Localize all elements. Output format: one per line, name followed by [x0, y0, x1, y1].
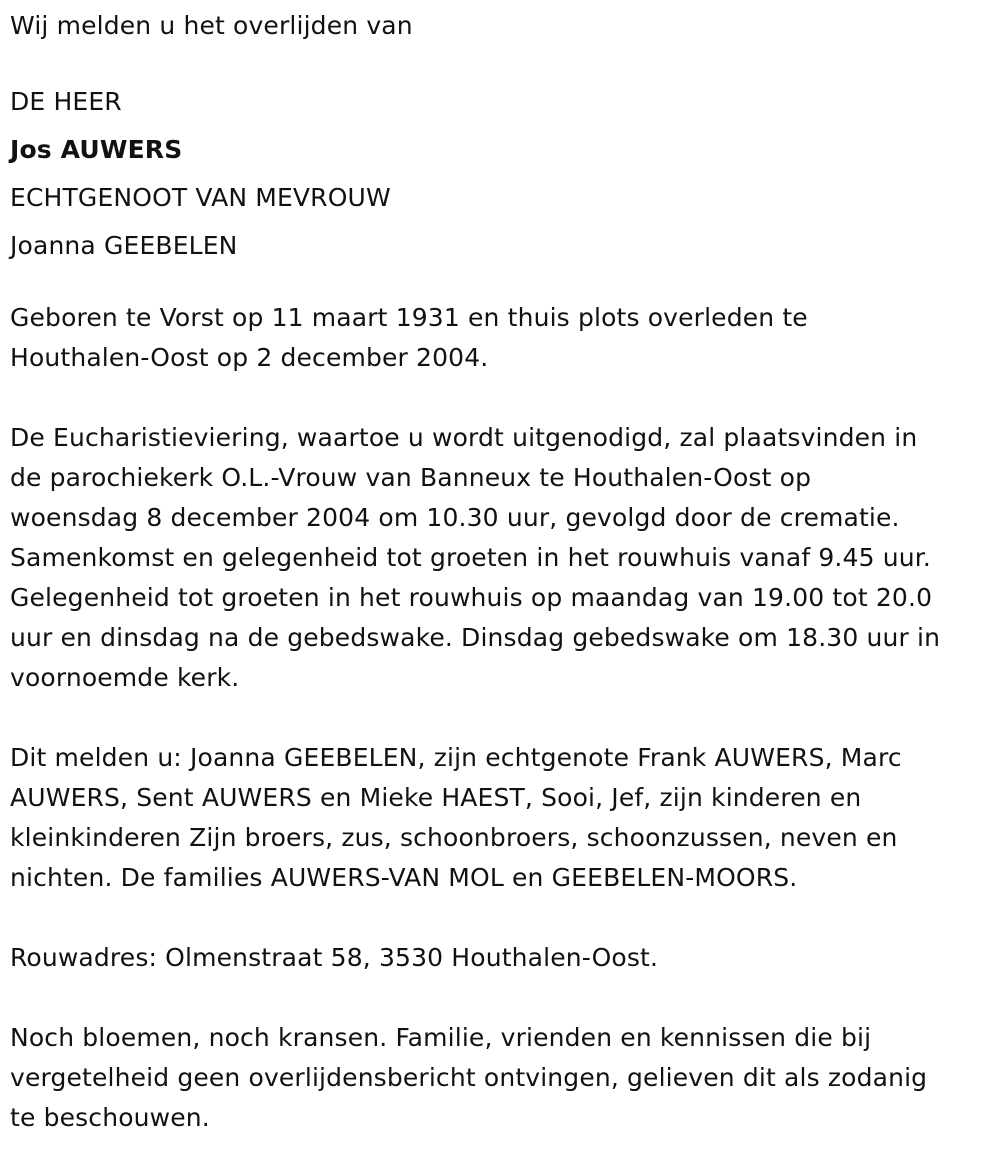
mourning-address: Rouwadres: Olmenstraat 58, 3530 Houthalen-Oost. [10, 943, 659, 972]
paragraph-line: Geboren te Vorst op 11 maart 1931 en thuis plots overleden te [10, 303, 808, 332]
paragraph-line: Houthalen-Oost op 2 december 2004. [10, 343, 489, 372]
address-paragraph [10, 938, 995, 978]
paragraph-line: nichten. De families AUWERS-VAN MOL en GEEBELEN-MOORS. [10, 863, 798, 892]
paragraph-line: kleinkinderen Zijn broers, zus, schoonbroers, schoonzussen, neven en [10, 823, 898, 852]
paragraph-line: voornoemde kerk. [10, 663, 240, 692]
paragraph-line: vergetelheid geen overlijdensbericht ontvingen, gelieven dit als zodanig [10, 1063, 928, 1092]
spouse-prefix: ECHTGENOOT VAN MEVROUW [10, 183, 391, 212]
spacer [10, 978, 995, 1018]
paragraph-line: Noch bloemen, noch kransen. Familie, vrienden en kennissen die bij [10, 1023, 872, 1052]
deceased-name: Jos AUWERS [10, 135, 183, 164]
death-notice [10, 6, 995, 1138]
family-paragraph [10, 738, 995, 898]
paragraph-line: De Eucharistieviering, waartoe u wordt uitgenodigd, zal plaatsvinden in [10, 423, 918, 452]
deceased-block [10, 78, 995, 270]
paragraph-line: Samenkomst en gelegenheid tot groeten in het rouwhuis vanaf 9.45 uur. [10, 543, 931, 572]
paragraph-line: uur en dinsdag na de gebedswake. Dinsdag gebedswake om 18.30 uur in [10, 623, 941, 652]
intro-line: Wij melden u het overlijden van [10, 11, 413, 40]
spacer [10, 378, 995, 418]
ceremony-paragraph [10, 418, 995, 698]
paragraph-line: Gelegenheid tot groeten in het rouwhuis op maandag van 19.00 tot 20.0 [10, 583, 933, 612]
paragraph-line: AUWERS, Sent AUWERS en Mieke HAEST, Sooi, Jef, zijn kinderen en [10, 783, 862, 812]
paragraph-line: de parochiekerk O.L.-Vrouw van Banneux te Houthalen-Oost op [10, 463, 812, 492]
closing-paragraph [10, 1018, 995, 1138]
spacer [10, 698, 995, 738]
spacer [10, 46, 995, 78]
title-prefix: DE HEER [10, 87, 122, 116]
spacer [10, 270, 995, 298]
birth-death-paragraph [10, 298, 995, 378]
paragraph-line: te beschouwen. [10, 1103, 210, 1132]
spouse-name: Joanna GEEBELEN [10, 231, 238, 260]
spacer [10, 898, 995, 938]
paragraph-line: Dit melden u: Joanna GEEBELEN, zijn echtgenote Frank AUWERS, Marc [10, 743, 902, 772]
paragraph-line: woensdag 8 december 2004 om 10.30 uur, gevolgd door de crematie. [10, 503, 900, 532]
